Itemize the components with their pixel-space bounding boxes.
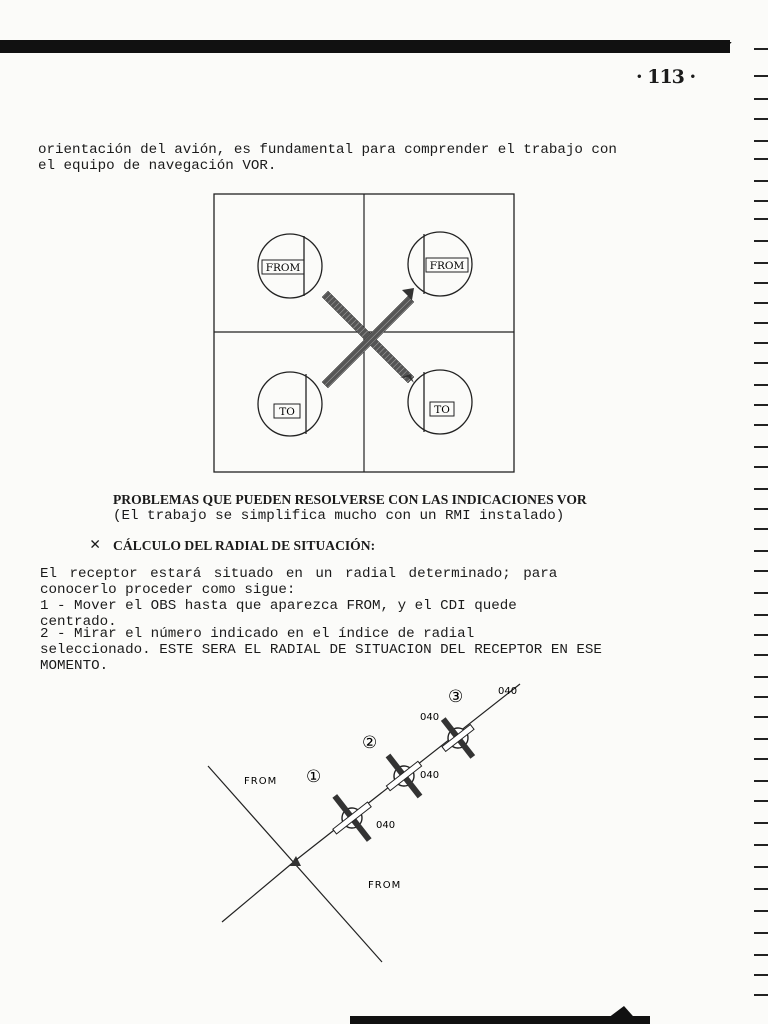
radial-label-end: 040 [498, 686, 518, 697]
paragraph-line-6: seleccionado. ESTE SERA EL RADIAL DE SITUACION DEL RECEPTOR EN ESE [40, 642, 602, 658]
bottom-rule-tip [600, 1006, 640, 1024]
instrument-top-left [258, 234, 322, 298]
svg-text:TO: TO [434, 404, 450, 416]
diagonal-line-2 [222, 860, 296, 922]
intro-line-2: el equipo de navegación VOR. [38, 158, 277, 174]
radial-label-1: 040 [376, 820, 396, 831]
paragraph-line-1: El receptor estará situado en un radial determinado; para [40, 566, 558, 582]
from-label-left: FROM [244, 776, 278, 787]
paragraph-line-3: 1 - Mover el OBS hasta que aparezca FROM, y el CDI quede [40, 598, 517, 614]
position-1-label: ① [306, 767, 322, 787]
problems-heading: PROBLEMAS QUE PUEDEN RESOLVERSE CON LAS INDICACIONES VOR [113, 492, 587, 507]
radial-position-diagram [200, 674, 540, 970]
radial-label-2: 040 [420, 770, 440, 781]
paragraph-line-7: MOMENTO. [40, 658, 109, 674]
check-mark: ✕ [90, 536, 101, 555]
top-rule [0, 40, 730, 53]
vor-quadrant-diagram [212, 192, 518, 474]
instrument-bottom-left [258, 372, 322, 436]
from-label-bottom: FROM [368, 880, 402, 891]
flag-text: FROM [265, 262, 301, 274]
radial-label-3: 040 [420, 712, 440, 723]
section-heading: CÁLCULO DEL RADIAL DE SITUACIÓN: [113, 538, 376, 553]
paragraph-line-2: conocerlo proceder como sigue: [40, 582, 296, 598]
svg-text:TO: TO [279, 406, 295, 418]
svg-text:FROM: FROM [429, 260, 465, 272]
paragraph-line-4: centrado. [40, 614, 117, 630]
position-2-label: ② [362, 733, 378, 753]
aircraft-1 [317, 782, 386, 853]
problems-subheading: (El trabajo se simplifica mucho con un RMI instalado) [113, 508, 565, 524]
instrument-bottom-right [408, 370, 472, 434]
intro-line-1: orientación del avión, es fundamental para comprender el trabajo con [38, 142, 617, 158]
position-3-label: ③ [448, 687, 464, 707]
top-rule-tail [698, 42, 731, 46]
page-number: · 113 · [636, 66, 696, 88]
binding-edge-marks [744, 40, 768, 1020]
instrument-top-right [408, 232, 472, 296]
paragraph-line-5: 2 - Mirar el número indicado en el índice de radial [40, 626, 475, 642]
